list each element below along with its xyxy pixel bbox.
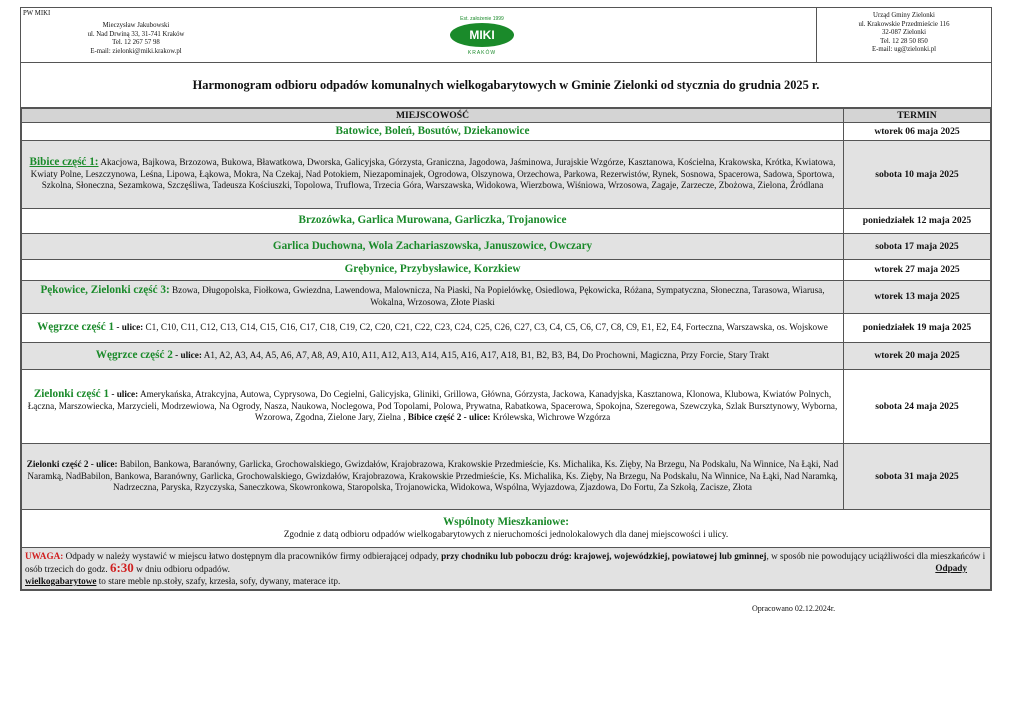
company-block xyxy=(21,8,201,62)
table-row: Brzozówka, Garlica Murowana, Garliczka, Trojanowice poniedziałek 12 maja 2025 xyxy=(22,209,991,234)
table-row: Grębynice, Przybysławice, Korzkiew wtorek 27 maja 2025 xyxy=(22,260,991,281)
uwaga-row: UWAGA: Odpady w należy wystawić w miejscu łatwo dostępnym dla pracowników firmy odbierającej odpady, przy chodniku lub poboczu dróg: krajowej, wojewódzkiej, powiatowej lub gminnej, w sposób nie powodujący uciążliwości dla mieszkańców i osób trzecich do godz. 6:30 w dniu odbioru odpadów. Odpady wielkogabarytowe to stare meble np.stoły, szafy, krzesła, sofy, dywany, materace itp. xyxy=(22,548,991,590)
document-frame xyxy=(20,7,992,591)
company-short: PW MIKI xyxy=(23,10,51,17)
table-row: Zielonki część 1 - ulice: Amerykańska, Atrakcyjna, Autowa, Cyprysowa, Do Cegielni, Galicyjska, Gliniki, Grillowa, Główna, Górzysta, Jackowa, Kanadyjska, Kasztanowa, Klonowa, Klubowa, Kwiatów Polnych, Łączna, Marszowiecka, Marzycieli, Modrzewiowa, Na Ogrody, Nasza, Naukowa, Noclegowa, Pod Topolami, Polowa, Prywatna, Rabatkowa, Spacerowa, Spokojna, Szeregowa, Szewczyka, Szlak Bursztynowy, Wyborna, Wzorowa, Zgodna, Zielone Jary, Zielna , Bibice część 2 - ulice: Królewska, Wichrowe Wzgórza sobota 24 maja 2025 xyxy=(22,370,991,444)
schedule-table xyxy=(21,108,991,590)
svg-text:KRAKÓW: KRAKÓW xyxy=(467,50,497,56)
table-row: Bibice część 1: Akacjowa, Bajkowa, Brzozowa, Bukowa, Bławatkowa, Dworska, Galicyjska, Górzysta, Graniczna, Jagodowa, Jaśminowa, Jurajskie Wzgórze, Kasztanowa, Kościelna, Krakowska, Krótka, Kwiatowa, Kwiaty Polne, Leszczynowa, Leśna, Lipowa, Łąkowa, Mokra, Na Czekaj, Nad Potokiem, Niezapominajek, Ogrodowa, Olszynowa, Orzechowa, Parkowa, Rezerwistów, Rynek, Sosnowa, Spacerowa, Sadowa, Sportowa, Szkolna, Słoneczna, Sezamkowa, Szczęśliwa, Tadeusza Kościuszki, Topolowa, Truflowa, Trzecia Góra, Warszawska, Widokowa, Wierzbowa, Wiśniowa, Wrzosowa, Zagaje, Zarzecze, Zbożowa, Zielona, Źródlana sobota 10 maja 2025 xyxy=(22,141,991,209)
table-row: Węgrzce część 1 - ulice: C1, C10, C11, C12, C13, C14, C15, C16, C17, C18, C19, C2, C20, C21, C22, C23, C24, C25, C26, C27, C3, C4, C5, C6, C7, C8, C9, E1, E2, E4, Forteczna, Warszawska, os. Wojskowe poniedziałek 19 maja 2025 xyxy=(22,314,991,343)
svg-text:MIKI: MIKI xyxy=(469,28,495,42)
table-row: Garlica Duchowna, Wola Zachariaszowska, Januszowice, Owczary sobota 17 maja 2025 xyxy=(22,234,991,260)
footer-note: Opracowano 02.12.2024r. xyxy=(752,604,836,613)
col-place: MIEJSCOWOŚĆ xyxy=(22,109,844,123)
company-address: Mieczysław Jakubowski ul. Nad Drwiną 33, 31-741 Kraków Tel. 12 267 57 98 E-mail: zielonki@miki.krakow.pl xyxy=(87,22,185,55)
table-row: Pękowice, Zielonki część 3: Bzowa, Długopolska, Fiołkowa, Gwiezdna, Lawendowa, Malownicza, Na Piaski, Na Popielówkę, Osiedlowa, Pękowicka, Różana, Sympatyczna, Słoneczna, Tarasowa, Wiarusa, Wokalna, Wrzosowa, Złote Piaski wtorek 13 maja 2025 xyxy=(22,281,991,314)
wspolnoty-row: Wspólnoty Mieszkaniowe: Zgodnie z datą odbioru odpadów wielkogabarytowych z nieruchomości jednolokalowych dla danej miejscowości i ulicy. xyxy=(22,510,991,548)
table-row: Zielonki część 2 - ulice: Babilon, Bankowa, Baranówny, Garlicka, Grochowalskiego, Gwizdałów, Krajobrazowa, Krakowskie Przedmieście, Ks. Michalika, Ks. Zięby, Na Brzegu, Na Podskalu, Na Winnice, Na Łąki, Nad Naramką, NadBabilon, Bankowa, Baranówny, Garlicka, Grochowalskiego, Gwizdałów, Krajobrazowa, Krakowskie Przedmieście, Ks. Michalika, Ks. Zięby, Na Brzegu, Na Podskalu, Na Winnice, Na Łąki, Nad Naramką, Nadrzeczna, Paryska, Rzyczyska, Saneczkowa, Skowronkowa, Staropolska, Trojanowicka, Widokowa, Wspólna, Wyjazdowa, Zjazdowa, Do Fortu, Za Szkołą, Zacisze, Złota sobota 31 maja 2025 xyxy=(22,444,991,510)
header xyxy=(21,8,991,63)
office-block: Urząd Gminy Zielonki ul. Krakowskie Przedmieście 116 32-087 Zielonki Tel. 12 28 50 850 E-mail: ug@zielonki.pl xyxy=(816,8,991,62)
table-row: Węgrzce część 2 - ulice: A1, A2, A3, A4, A5, A6, A7, A8, A9, A10, A11, A12, A13, A14, A15, A16, A17, A18, B1, B2, B3, B4, Do Prochowni, Magiczna, Przy Forcie, Stary Trakt wtorek 20 maja 2025 xyxy=(22,343,991,370)
table-row: Batowice, Boleń, Bosutów, Dziekanowice wtorek 06 maja 2025 xyxy=(22,123,991,141)
table-header xyxy=(22,109,991,123)
svg-text:Est. założenie 1999: Est. założenie 1999 xyxy=(460,16,504,22)
page-title: Harmonogram odbioru odpadów komunalnych wielkogabarytowych w Gminie Zielonki od stycznia do grudnia 2025 r. xyxy=(21,63,991,108)
col-term: TERMIN xyxy=(844,109,991,123)
miki-logo xyxy=(436,14,528,56)
